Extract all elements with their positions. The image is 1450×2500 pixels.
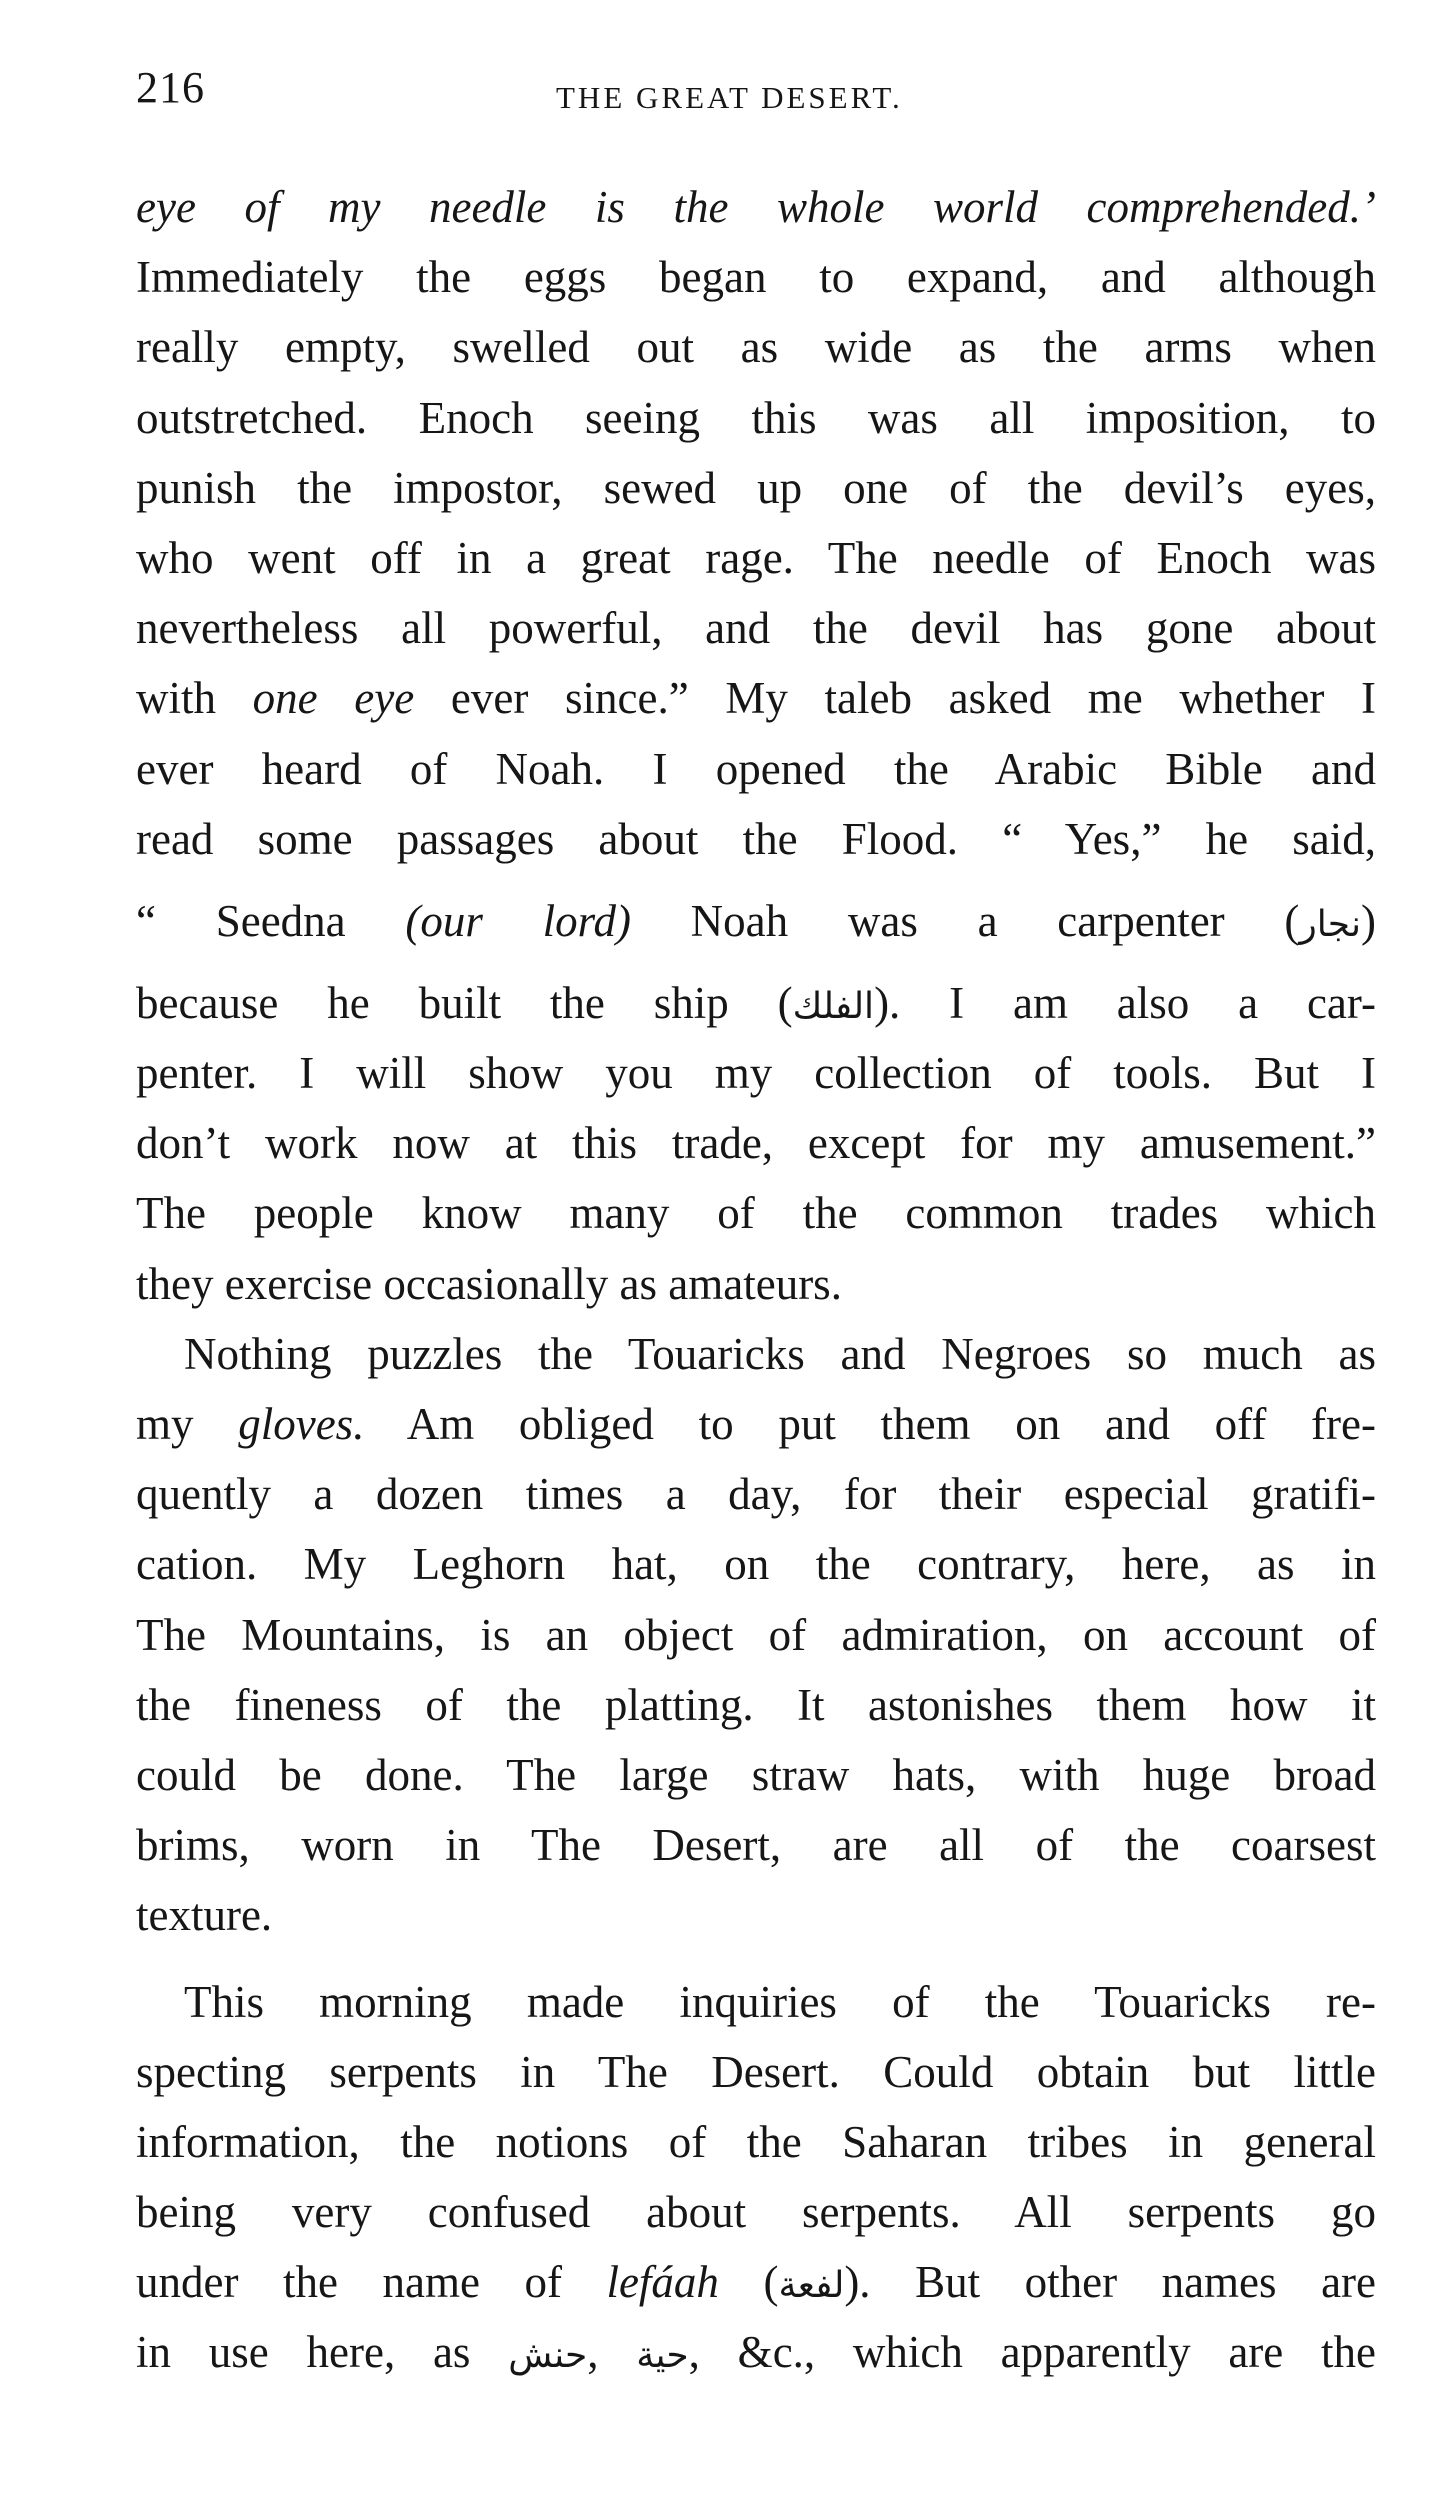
text-segment: the fineness of the platting. It astonishes them how it	[136, 1679, 1376, 1730]
text-segment: )	[1361, 895, 1377, 946]
italic-text: gloves.	[238, 1399, 365, 1449]
text-segment: don’t work now at this trade, except for my amusement.”	[136, 1118, 1376, 1169]
arabic-word: لفعة	[778, 2265, 845, 2307]
text-line	[136, 2037, 1376, 2107]
text-line	[136, 1529, 1376, 1599]
text-segment: really empty, swelled out as wide as the arms when	[136, 322, 1376, 373]
text-line	[136, 1670, 1376, 1740]
page-number: 216	[136, 63, 205, 112]
text-line	[136, 1600, 1376, 1670]
text-line	[136, 242, 1376, 312]
text-segment: Am obliged to put them on and off fre-	[364, 1399, 1376, 1449]
text-line	[136, 2177, 1376, 2247]
text-segment: in use here, as	[136, 2327, 509, 2378]
text-line	[136, 2317, 1376, 2387]
italic-text: eye of my needle is the whole world comprehended.’	[136, 182, 1376, 232]
text-segment: Immediately the eggs began to expand, and although	[136, 252, 1376, 303]
arabic-word: الفلك	[792, 985, 875, 1027]
text-segment: outstretched. Enoch seeing this was all imposition, to	[136, 392, 1376, 443]
text-segment: being very confused about serpents. All serpents go	[136, 2187, 1376, 2238]
text-segment: under the name of	[136, 2257, 607, 2308]
text-line	[136, 1319, 1376, 1389]
text-line	[136, 1967, 1376, 2037]
text-segment: Noah was a carpenter (	[630, 895, 1300, 946]
text-segment: cation. My Leghorn hat, on the contrary, here, as in	[136, 1539, 1376, 1590]
text-segment: read some passages about the Flood. “ Yes,” he said,	[136, 813, 1376, 864]
text-line	[136, 1810, 1376, 1880]
text-line	[136, 1880, 1376, 1950]
body-text	[136, 172, 1376, 2388]
text-segment: (	[718, 2257, 779, 2308]
text-segment: nevertheless all powerful, and the devil has gone about	[136, 603, 1376, 654]
text-segment: penter. I will show you my collection of tools. But I	[136, 1048, 1376, 1099]
text-segment: This morning made inquiries of the Touaricks re-	[184, 1976, 1376, 2027]
arabic-word: نجار	[1299, 903, 1362, 945]
text-line	[136, 453, 1376, 523]
text-line	[136, 1389, 1376, 1459]
text-segment: could be done. The large straw hats, with huge broad	[136, 1749, 1376, 1800]
text-line	[136, 663, 1376, 733]
text-line	[136, 2247, 1376, 2317]
text-line	[136, 2107, 1376, 2177]
text-segment: The Mountains, is an object of admiration, on account of	[136, 1609, 1376, 1660]
text-segment: ever since.” My taleb asked me whether I	[414, 673, 1376, 724]
text-segment: they exercise occasionally as amateurs.	[136, 1258, 842, 1309]
arabic-word: حنش	[508, 2335, 588, 2377]
running-head: THE GREAT DESERT.	[556, 80, 903, 115]
text-line	[136, 593, 1376, 663]
text-line	[136, 1249, 1376, 1319]
text-segment: texture.	[136, 1890, 273, 1941]
text-line	[136, 1459, 1376, 1529]
arabic-word: حية	[636, 2335, 689, 2377]
text-line	[136, 886, 1376, 968]
text-segment: specting serpents in The Desert. Could obtain but little	[136, 2046, 1376, 2097]
text-segment: The people know many of the common trades which	[136, 1188, 1376, 1239]
text-line	[136, 968, 1376, 1038]
text-segment: ). But other names are	[844, 2257, 1376, 2308]
text-line	[136, 734, 1376, 804]
text-segment: information, the notions of the Saharan tribes in general	[136, 2116, 1376, 2167]
italic-text: one eye	[252, 673, 415, 724]
text-line	[136, 172, 1376, 242]
text-segment: ever heard of Noah. I opened the Arabic Bible and	[136, 743, 1376, 794]
text-segment: ,	[587, 2327, 637, 2378]
text-line	[136, 1038, 1376, 1108]
text-segment: with	[136, 673, 253, 724]
text-line	[136, 312, 1376, 382]
text-segment: “ Seedna	[136, 895, 406, 946]
text-segment: Nothing puzzles the Touaricks and Negroes so much as	[184, 1328, 1376, 1379]
text-line	[136, 1740, 1376, 1810]
text-line	[136, 1108, 1376, 1178]
text-segment: because he built the ship (	[136, 977, 793, 1028]
text-segment: punish the impostor, sewed up one of the devil’s eyes,	[136, 462, 1376, 513]
text-segment: quently a dozen times a day, for their especial gratifi-	[136, 1469, 1376, 1520]
text-line	[136, 383, 1376, 453]
text-segment: , &c., which apparently are the	[688, 2327, 1377, 2378]
text-line	[136, 1178, 1376, 1248]
page-header	[136, 62, 1376, 132]
italic-text: lefáah	[606, 2257, 719, 2308]
text-segment: brims, worn in The Desert, are all of the coarsest	[136, 1820, 1376, 1871]
text-segment: who went off in a great rage. The needle of Enoch was	[136, 532, 1376, 583]
italic-text: (our lord)	[405, 895, 631, 946]
text-line	[136, 523, 1376, 593]
text-line	[136, 804, 1376, 874]
text-segment: ). I am also a car-	[874, 977, 1376, 1028]
text-segment: my	[136, 1399, 239, 1449]
